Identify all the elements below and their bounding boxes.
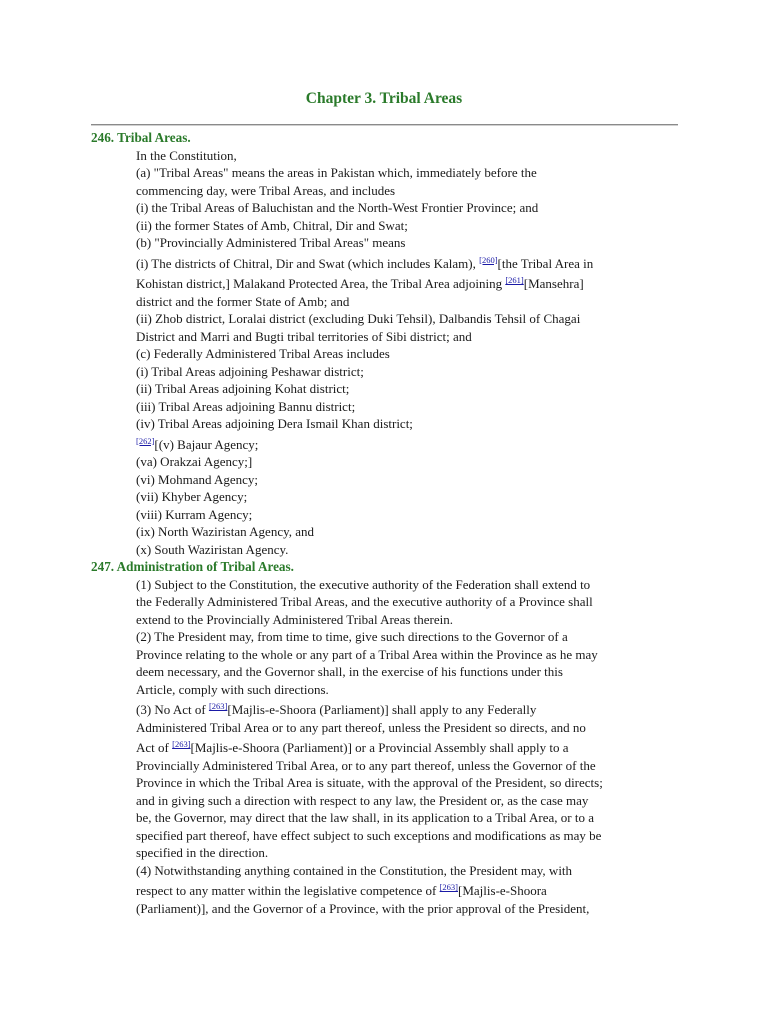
text-line — [91, 541, 681, 559]
line-text: (2) The President may, from time to time, give such directions to the Governor of a — [136, 629, 568, 644]
text-line — [91, 363, 681, 381]
line-text: Administered Tribal Area or to any part thereof, unless the President so directs, and no — [136, 719, 586, 735]
text-line — [91, 471, 681, 489]
line-text: (ii) the former States of Amb, Chitral, Dir and Swat; — [136, 217, 408, 233]
line-text: (ii) Zhob district, Loralai district (excluding Duki Tehsil), Dalbandis Tehsil of Chagai — [136, 311, 581, 326]
line-text: specified part thereof, have effect subject to such exceptions and modifications as may be — [136, 827, 602, 843]
text-line — [91, 827, 681, 845]
text-line — [91, 611, 681, 629]
line-text: Provincially Administered Tribal Area, or to any part thereof, unless the Governor of the — [136, 757, 596, 773]
document-body — [91, 129, 681, 917]
text-line — [91, 792, 681, 810]
text-line — [91, 182, 681, 200]
line-text: In the Constitution, — [136, 147, 237, 163]
line-text: (x) South Waziristan Agency. — [136, 541, 289, 557]
text-line — [91, 593, 681, 611]
text-line — [91, 199, 681, 217]
line-text: specified in the direction. — [136, 845, 269, 860]
line-text: Province in which the Tribal Area is situate, with the approval of the President, so directs; — [136, 775, 603, 790]
line-text: (4) Notwithstanding anything contained in the Constitution, the President may, with — [136, 862, 573, 878]
line-text: (vi) Mohmand Agency; — [136, 471, 259, 487]
line-text: (Parliament)], and the Governor of a Province, with the prior approval of the President, — [136, 900, 590, 916]
text-line — [91, 147, 681, 165]
line-text: Article, comply with such directions. — [136, 681, 329, 697]
line-text: extend to the Provincially Administered Tribal Areas therein. — [136, 611, 454, 627]
text-line — [91, 506, 681, 524]
line-text: be, the Governor, may direct that the law shall, in its application to a Tribal Area, or to a — [136, 810, 594, 825]
text-line — [91, 879, 681, 900]
line-text: Act of — [136, 740, 173, 755]
line-text: (b) "Provincially Administered Tribal Areas" means — [136, 235, 406, 250]
text-line — [91, 844, 681, 862]
line-text: (ii) Tribal Areas adjoining Kohat district; — [136, 381, 350, 396]
line-text: [the Tribal Area in — [497, 255, 594, 271]
text-line — [91, 310, 681, 328]
text-line — [91, 217, 681, 235]
line-text: (c) Federally Administered Tribal Areas includes — [136, 346, 390, 361]
line-text: commencing day, were Tribal Areas, and includes — [136, 182, 396, 198]
section-lines — [91, 576, 681, 918]
footnote-link[interactable]: [263] — [172, 739, 191, 749]
line-text: (1) Subject to the Constitution, the executive authority of the Federation shall extend to — [136, 576, 591, 592]
footnote-link[interactable]: [263] — [439, 882, 459, 892]
text-line — [91, 523, 681, 541]
text-line — [91, 576, 681, 594]
line-text: (va) Orakzai Agency;] — [136, 454, 253, 469]
line-text: (ix) North Waziristan Agency, and — [136, 524, 315, 539]
line-text: District and Marri and Bugti tribal territories of Sibi district; and — [136, 328, 472, 344]
line-text: [Mansehra] — [523, 276, 584, 291]
line-text: (viii) Kurram Agency; — [136, 506, 253, 522]
line-text: respect to any matter within the legislative competence of — [136, 883, 440, 898]
line-text: district and the former State of Amb; and — [136, 293, 350, 309]
footnote-link[interactable]: [260] — [479, 254, 498, 265]
text-line — [91, 328, 681, 346]
line-text: [Majlis-e-Shoora (Parliament)] shall apply to any Federally — [227, 702, 537, 717]
text-line — [91, 719, 681, 737]
line-text: (iv) Tribal Areas adjoining Dera Ismail Khan district; — [136, 416, 413, 431]
text-line — [91, 774, 681, 792]
line-text: (i) The districts of Chitral, Dir and Swat (which includes Kalam), — [136, 255, 480, 271]
line-text: the Federally Administered Tribal Areas, and the executive authority of a Province shall — [136, 594, 593, 609]
text-line — [91, 663, 681, 681]
text-line — [91, 293, 681, 311]
text-line — [91, 398, 681, 416]
text-line — [91, 415, 681, 433]
text-line — [91, 698, 681, 719]
text-line — [91, 757, 681, 775]
line-text: [(v) Bajaur Agency; — [154, 436, 259, 452]
text-line — [91, 809, 681, 827]
text-line — [91, 862, 681, 880]
line-text: (iii) Tribal Areas adjoining Bannu district; — [136, 398, 356, 414]
section-heading: 247. Administration of Tribal Areas. — [91, 559, 294, 574]
section-heading: 246. Tribal Areas. — [91, 130, 191, 145]
text-line — [91, 272, 681, 293]
footnote-link[interactable]: [263] — [208, 701, 228, 711]
line-text: [Majlis-e-Shoora — [458, 883, 547, 898]
line-text: Province relating to the whole or any part of a Tribal Area within the Province as he may — [136, 646, 598, 662]
text-line — [91, 252, 681, 273]
text-line — [91, 488, 681, 506]
text-line — [91, 681, 681, 699]
line-text: (i) Tribal Areas adjoining Peshawar district; — [136, 363, 364, 379]
footnote-link[interactable]: [261] — [505, 275, 524, 285]
text-line — [91, 453, 681, 471]
line-text: (i) the Tribal Areas of Baluchistan and the North-West Frontier Province; and — [136, 200, 539, 215]
text-line — [91, 164, 681, 182]
section-247 — [91, 558, 681, 917]
text-line — [91, 433, 681, 454]
line-text: deem necessary, and the Governor shall, in the exercise of his functions under this — [136, 664, 563, 679]
text-line — [91, 900, 681, 918]
section-246 — [91, 129, 681, 558]
text-line — [91, 345, 681, 363]
chapter-title: Chapter 3. Tribal Areas — [305, 90, 463, 107]
text-line — [91, 234, 681, 252]
line-text: [Majlis-e-Shoora (Parliament)] or a Provincial Assembly shall apply to a — [190, 740, 569, 755]
line-text: and in giving such a direction with respect to any law, the President or, as the case may — [136, 792, 589, 808]
text-line — [91, 736, 681, 757]
text-line — [91, 380, 681, 398]
line-text: (vii) Khyber Agency; — [136, 489, 248, 504]
footnote-link[interactable]: [262] — [136, 435, 155, 446]
section-lines — [91, 147, 681, 559]
text-line — [91, 628, 681, 646]
title-divider — [91, 124, 678, 126]
line-text: Kohistan district,] Malakand Protected Area, the Tribal Area adjoining — [136, 276, 506, 291]
line-text: (3) No Act of — [136, 702, 209, 717]
line-text: (a) "Tribal Areas" means the areas in Pakistan which, immediately before the — [136, 165, 537, 180]
text-line — [91, 646, 681, 664]
